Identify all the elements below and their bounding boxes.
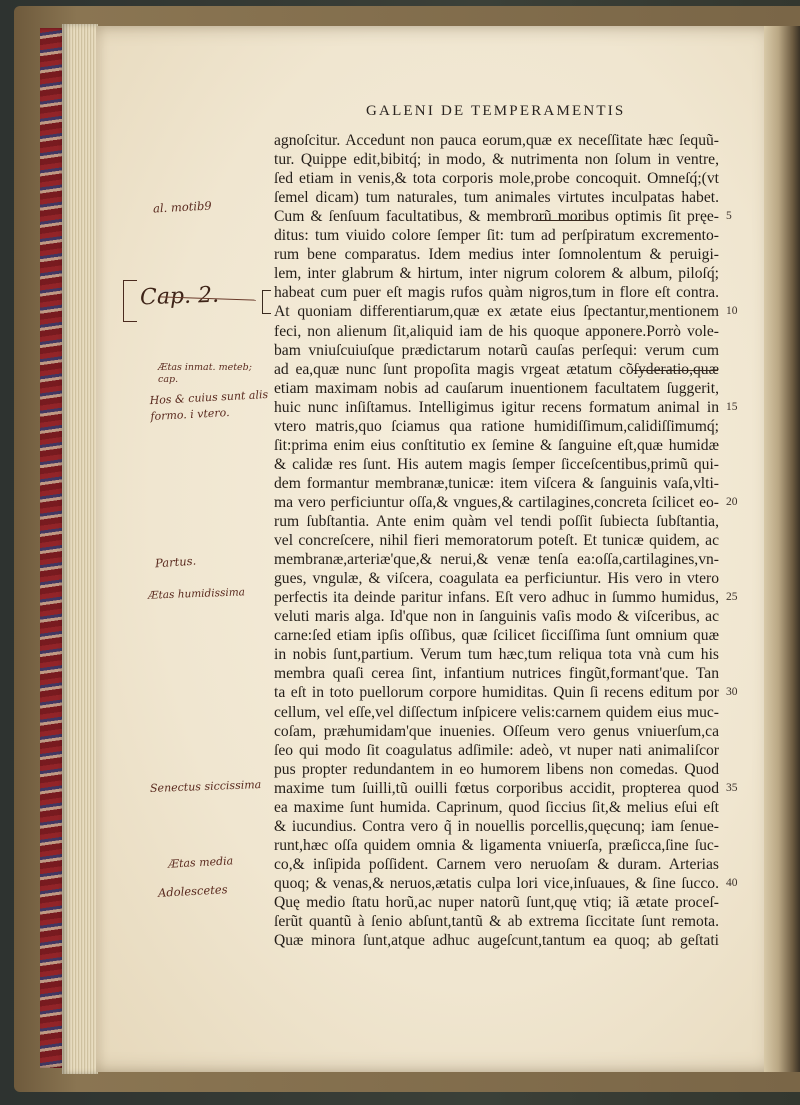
line-number: 20	[726, 495, 738, 508]
text-line: ſed etiam in venis,& tota corporis mole,probe concoquit. Omneſq́;(vt	[274, 170, 719, 188]
underline-moribus	[536, 220, 594, 221]
text-line: quoq; & venas,& neruos,ætatis culpa lori vice,inſuaues, & ſine ſucco.	[274, 874, 719, 892]
text-line: vtero matris,quo ſciamus qua ratione humidiſſimum,calidiſſimumq́;	[274, 417, 719, 435]
text-line: ſit:prima enim eius conſtitutio ex ſemine & ſanguine eſt,quæ humidæ	[274, 436, 719, 454]
text-line: ſemel dicam) tum naturales, tum animales virtutes inculpatas habet.	[274, 189, 719, 207]
text-line: ſerũt quantũ à ſenio abſunt,tantũ & ab extrema ſiccitate ſunt remota.	[274, 913, 719, 931]
margin-note-hoss: Hos & cuius sunt alis formo. i vtero.	[149, 387, 269, 424]
margin-note-adolescentes: Adolescetes	[157, 882, 228, 900]
text-line: feci, non alienum ſit,aliquid iam de his quoque apponere.Porrò vole-	[274, 322, 719, 340]
text-line: Quæ minora ſunt,atque adhuc augeſcunt,tantum ea quoq; ab geſtati	[274, 932, 719, 950]
margin-note-senectus-siccissima: Senectus siccissima	[149, 778, 262, 795]
text-line: perfectis ita deinde paritur infans. Eſt vero adhuc in ſummo humidus,	[274, 589, 719, 607]
text-line: co,& inſipida poſſident. Carnem vero neruoſam & duram. Arterias	[274, 855, 719, 873]
text-line: vel concreſcere, nihil fieri memoratorum poteſt. Et tunicæ quidem, ac	[274, 532, 719, 550]
text-line: gues, vngulæ, & viſcera, coagulata ea perficiuntur. His vero in vtero	[274, 570, 719, 588]
margin-note-al-motibus: al. motib9	[152, 198, 212, 216]
text-line: & calidæ res ſunt. His autem magis ſemper ſicceſcentibus,primũ qui-	[274, 455, 719, 473]
underline-suggerit	[632, 370, 718, 371]
text-line: & iucundius. Contra vero q̃ in nouellis porcellis,quęcunq; iam ſenue-	[274, 817, 719, 835]
margin-note-aetas-inmat: Ætas inmat. meteb; cap.	[158, 362, 252, 385]
page-stack-edge	[62, 24, 98, 1074]
line-number: 30	[726, 686, 738, 699]
margin-note-aetas-humidissima: Ætas humidissima	[147, 586, 246, 602]
text-line: bam vniuſcuiuſque prædictarum notarũ cauſas perſequi: verum cum	[274, 341, 719, 359]
text-line: in nobis ſunt,partium. Verum tum hæc,tum reliqua tota vnà cum his	[274, 646, 719, 664]
text-line: agnoſcitur. Accedunt non pauca eorum,quæ ex neceſſitate hæc ſequũ-	[274, 132, 719, 149]
text-line: Quę medio ſtatu horũ,ac nuper natorũ ſunt,quę vtiq; iã ætate proceſ-	[274, 894, 719, 911]
text-line: ditus: tum viuido colore ſemper ſit: tum ad perſpiratum excremento-	[274, 227, 719, 245]
line-number: 40	[726, 876, 738, 889]
running-head: GALENI DE TEMPERAMENTIS	[366, 103, 626, 119]
line-number: 35	[726, 781, 738, 794]
text-line: habeat cum puer eſt magis rufos quàm nigros,tum in flore eſt contra.	[274, 284, 719, 302]
text-line: At quoniam differentiarum,quæ ex ætate eius ſpectantur,mentionem	[274, 303, 719, 321]
margin-note-chapter: Cap. 2.	[139, 282, 220, 311]
text-line: huic nunc inſiſtamus. Intelligimus igitur recens formatum animal in	[274, 398, 719, 416]
text-line: ad ea,quæ nunc ſunt propoſita magis vrgeat ætatum cõſyderatio,quæ	[274, 360, 719, 378]
text-line: coſam, præhumidam'que inuenies. Oſſeum vero genus vniuerſum,ca	[274, 722, 719, 740]
text-line: dem formantur membranæ,tunicæ: item viſcera & ſanguinis vaſa,vlti-	[274, 474, 719, 492]
text-line: membranæ,arteriæ'que,& nerui,& venæ tenſa ea:oſſa,cartilagines,vn-	[274, 551, 719, 569]
line-number: 5	[726, 210, 732, 223]
margin-note-aetas-media: Ætas media	[167, 854, 234, 871]
text-line: runt,hæc oſſa quidem omnia & ligamenta vniuerſa, præſicca,ſine ſuc-	[274, 836, 719, 854]
chapter-bracket-mark	[123, 280, 137, 322]
text-line: ea maxime ſunt humida. Caprinum, quod ſiccius ſit,& melius eſui eſt	[274, 798, 719, 816]
text-line: veluti maris alga. Id'que non in ſanguinis vaſis modo & viſceribus, ac	[274, 608, 719, 626]
text-line: membra quaſi cerea ſint, infantium nutrices fingũt,formant'que. Tan	[274, 665, 719, 683]
text-line: lem, inter glabrum & hirtum, inter nigrum colorem & album, piloſq́;	[274, 265, 719, 283]
line-number: 15	[726, 400, 738, 413]
text-line: tur. Quippe edit,bibitq́; in modo, & nutrimenta non ſolum in ventre,	[274, 151, 719, 169]
text-line: ta eſt in toto puellorum corpore humiditas. Quin ſi recens editum por	[274, 684, 719, 702]
text-line: carne:ſed etiam ipſis oſſibus, quæ ſcilicet ſicciſſima ſunt omnium quæ	[274, 627, 719, 645]
text-line: ma vero perficiuntur oſſa,& vngues,& cartilagines,concreta ſcilicet eo-	[274, 493, 719, 511]
text-line: Cum & ſenſuum facultatibus, & membrorũ moribus optimis ſit pręe-	[274, 208, 719, 226]
text-line: ſeo qui modo ſit coagulatus adſimile: adeò, vt nuper nati animaliſcor	[274, 741, 719, 759]
text-line: etiam maximam nobis ad cauſarum inuentionem facultatem ſuggerit,	[274, 379, 719, 397]
text-line: pus propter redundantem in eo humorem libens non comedas. Quod	[274, 760, 719, 778]
text-line: rum ſubſtantia. Ante enim quàm vel tendi poſſit ſubiecta ſubſtantia,	[274, 513, 719, 530]
text-line: rum bene comparatus. Idem medius inter ſomnolentum & peruigi-	[274, 246, 719, 264]
line-number: 25	[726, 591, 738, 604]
text-line: maxime tum ſuilli,tũ ouilli fœtus corporibus accidit, propterea quod	[274, 779, 719, 797]
paragraph-bracket-mark	[262, 290, 271, 314]
text-line: cellum, vel eſſe,vel diſſectum inſpicere velis:carnem quidem eius muc-	[274, 703, 719, 721]
line-number: 10	[726, 305, 738, 318]
margin-note-partus: Partus.	[154, 553, 197, 571]
page-gutter	[764, 26, 800, 1072]
